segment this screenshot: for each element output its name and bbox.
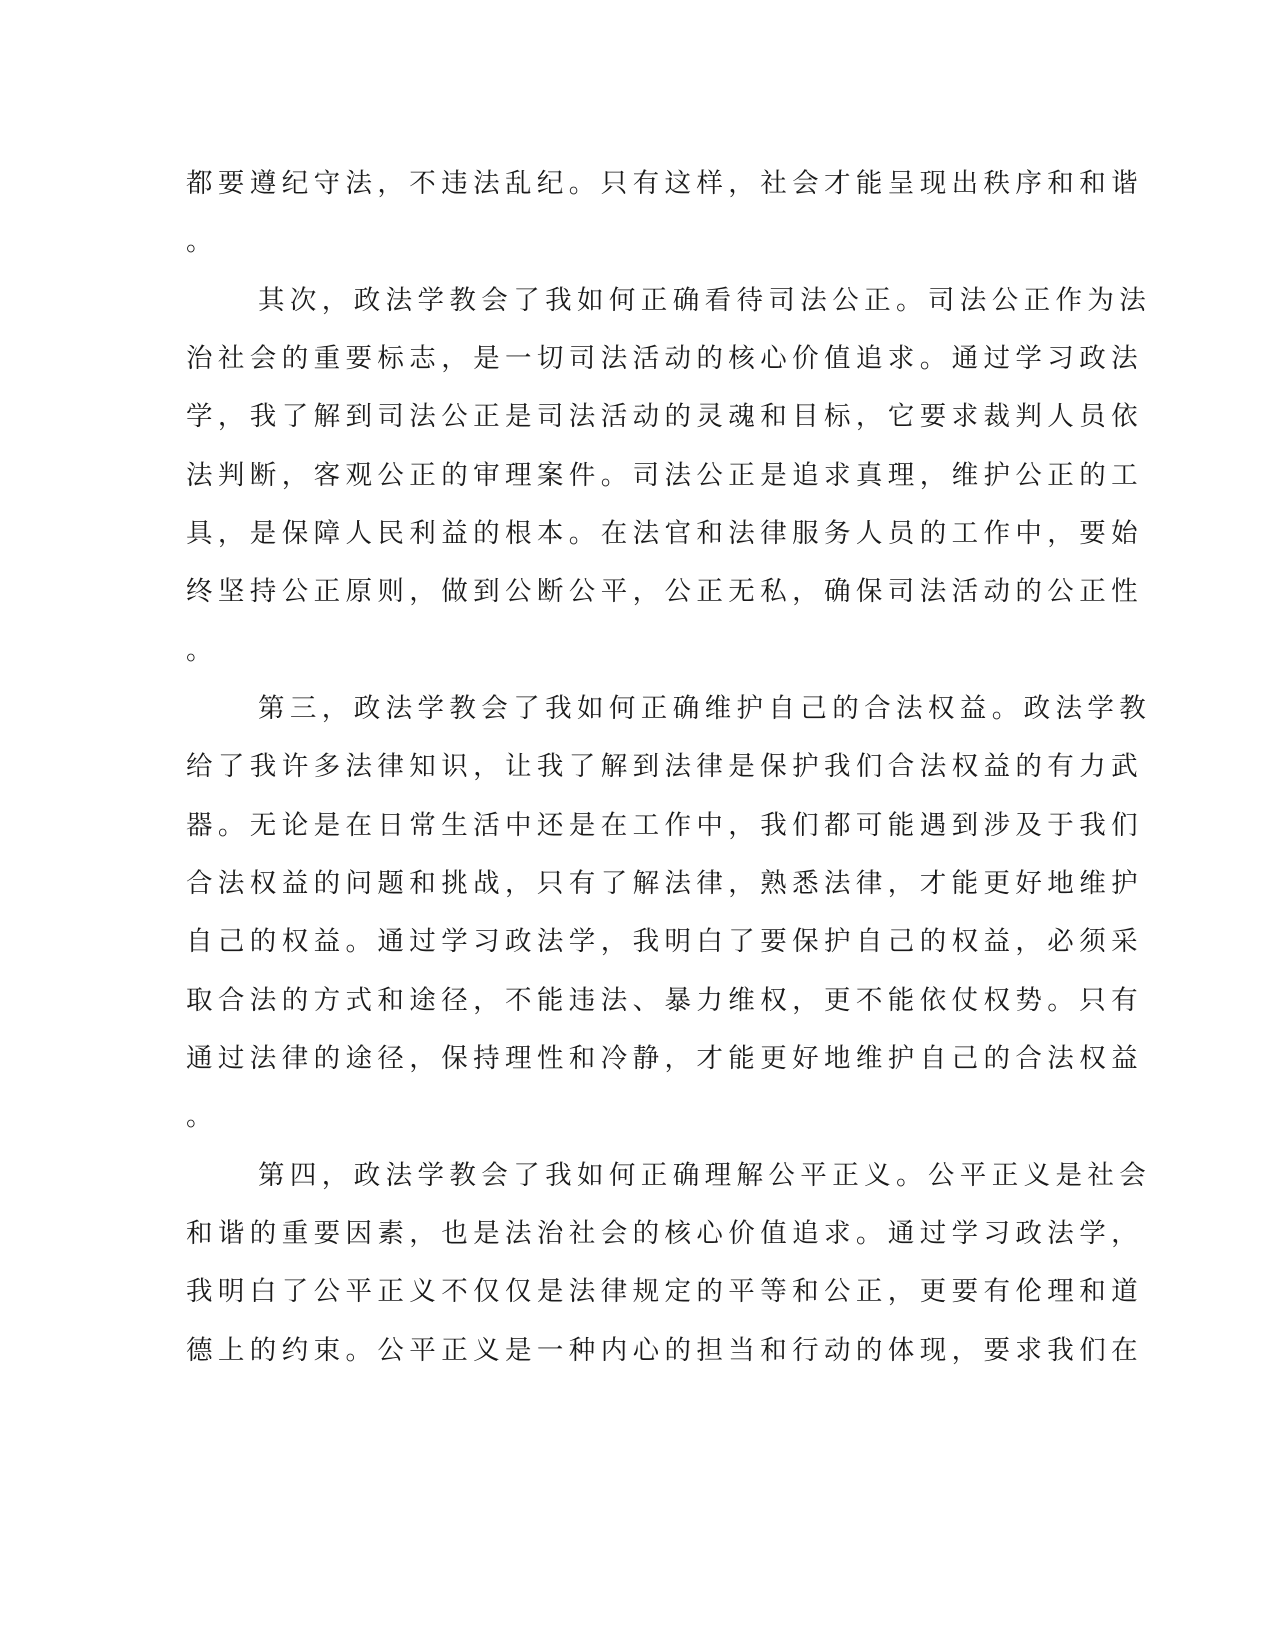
- text-line: 自己的权益。通过学习政法学，我明白了要保护自己的权益，必须采: [186, 926, 1143, 957]
- text-line: 。: [186, 635, 218, 666]
- text-line: 通过法律的途径，保持理性和冷静，才能更好地维护自己的合法权益: [186, 1043, 1143, 1074]
- paragraph-first-line: 其次，政法学教会了我如何正确看待司法公正。司法公正作为法: [258, 285, 1152, 316]
- text-line: 取合法的方式和途径，不能违法、暴力维权，更不能依仗权势。只有: [186, 985, 1143, 1016]
- text-line: 给了我许多法律知识，让我了解到法律是保护我们合法权益的有力武: [186, 751, 1143, 782]
- text-line: 。: [186, 226, 218, 257]
- text-line: 治社会的重要标志，是一切司法活动的核心价值追求。通过学习政法: [186, 343, 1143, 374]
- text-line: 合法权益的问题和挑战，只有了解法律，熟悉法律，才能更好地维护: [186, 868, 1143, 899]
- text-line: 法判断，客观公正的审理案件。司法公正是追求真理，维护公正的工: [186, 460, 1143, 491]
- paragraph-first-line: 第四，政法学教会了我如何正确理解公平正义。公平正义是社会: [258, 1160, 1152, 1191]
- text-line: 都要遵纪守法，不违法乱纪。只有这样，社会才能呈现出秩序和和谐: [186, 168, 1143, 199]
- text-line: 我明白了公平正义不仅仅是法律规定的平等和公正，更要有伦理和道: [186, 1276, 1143, 1307]
- text-line: 终坚持公正原则，做到公断公平，公正无私，确保司法活动的公正性: [186, 576, 1143, 607]
- text-line: 德上的约束。公平正义是一种内心的担当和行动的体现，要求我们在: [186, 1335, 1143, 1366]
- text-line: 学，我了解到司法公正是司法活动的灵魂和目标，它要求裁判人员依: [186, 401, 1143, 432]
- text-line: 具，是保障人民利益的根本。在法官和法律服务人员的工作中，要始: [186, 518, 1143, 549]
- text-line: 器。无论是在日常生活中还是在工作中，我们都可能遇到涉及于我们: [186, 810, 1143, 841]
- text-line: 。: [186, 1101, 218, 1132]
- paragraph-first-line: 第三，政法学教会了我如何正确维护自己的合法权益。政法学教: [258, 693, 1152, 724]
- text-line: 和谐的重要因素，也是法治社会的核心价值追求。通过学习政法学，: [186, 1218, 1143, 1249]
